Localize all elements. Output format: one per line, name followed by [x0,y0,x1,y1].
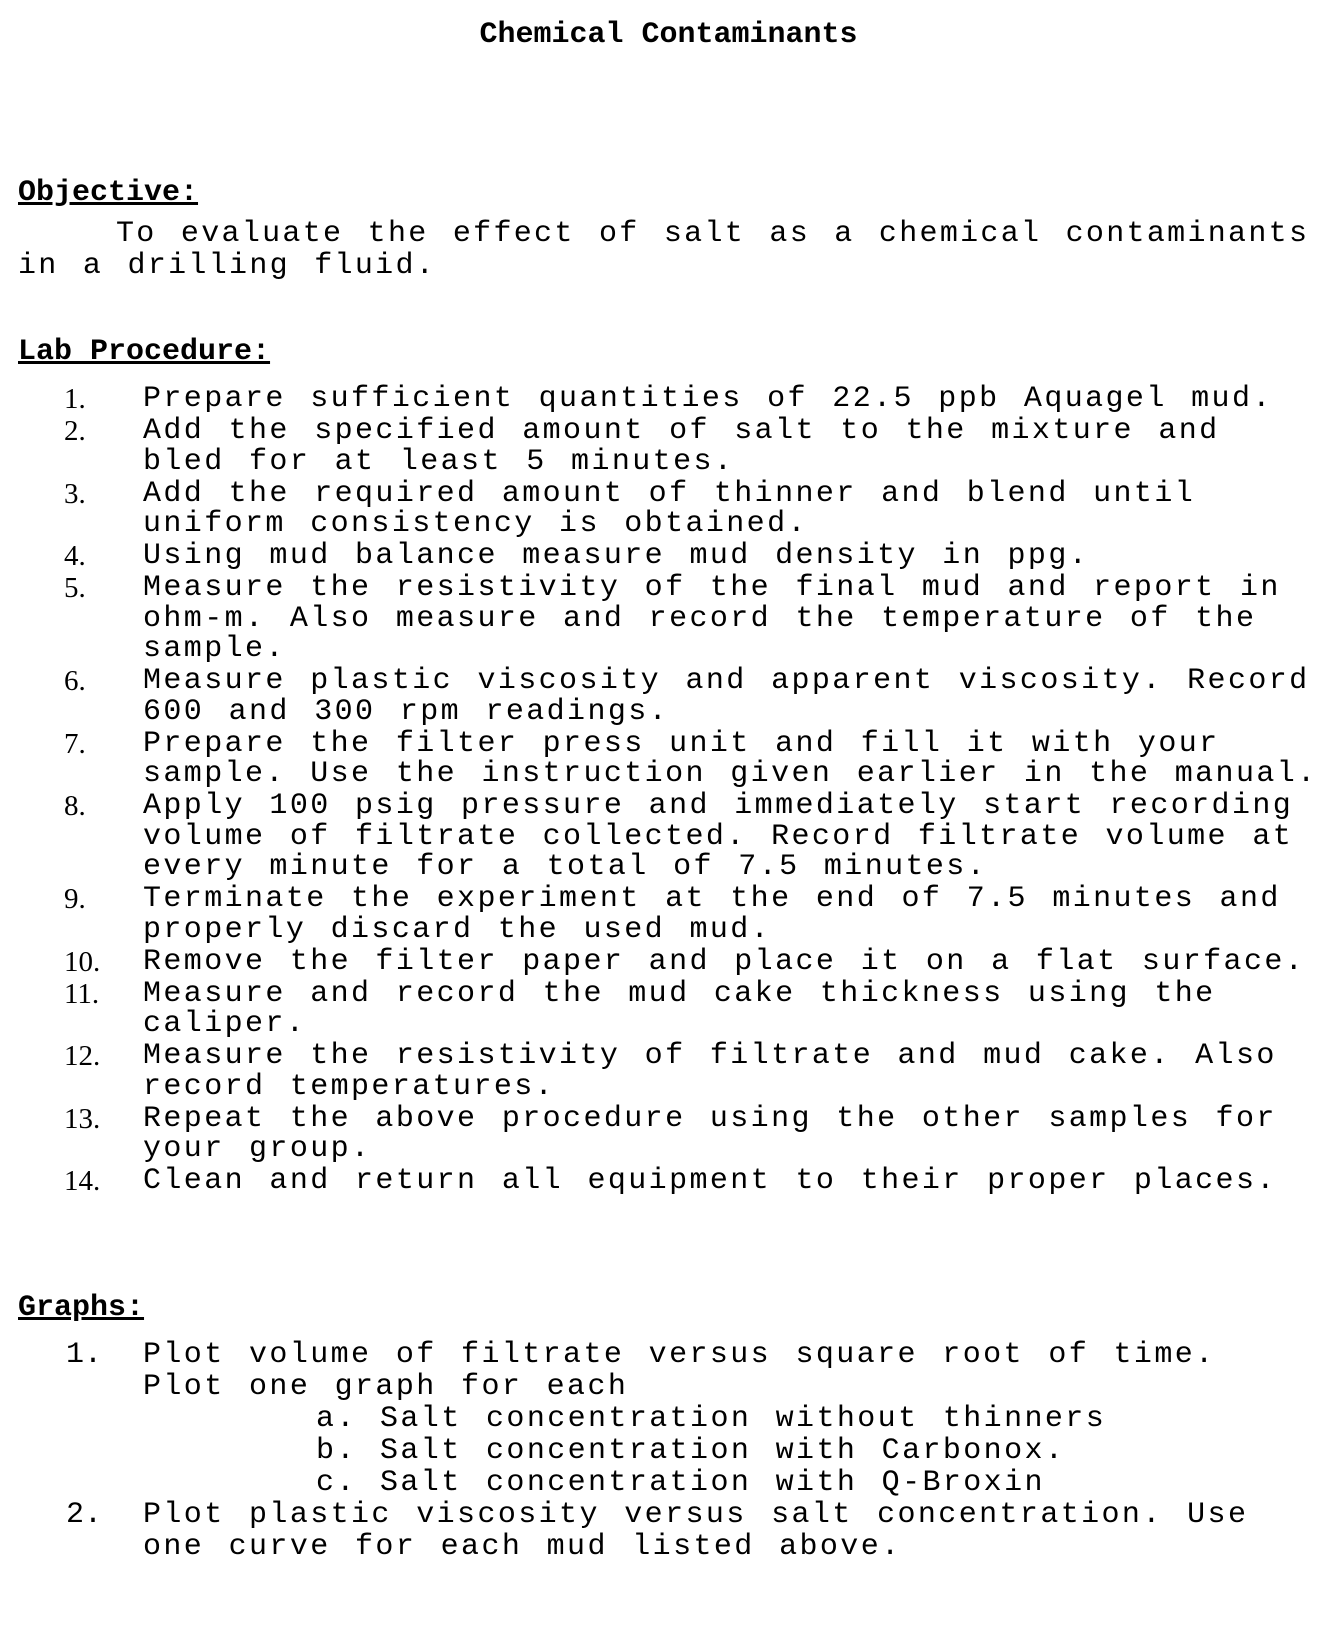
step-text: Measure plastic viscosity and apparent viscosity. Record 600 and 300 rpm readings. [143,664,1310,729]
step-number: 9. [64,883,86,915]
graph-text: Plot volume of filtrate versus square root of time. Plot one graph for each [143,1338,1216,1404]
step-text: Using mud balance measure mud density in ppg. [143,539,1090,573]
procedure-step [0,476,1318,541]
graphs-heading: Graphs: [18,1291,145,1325]
procedure-step [0,541,1318,572]
procedure-heading: Lab Procedure: [18,335,271,369]
step-text: Add the required amount of thinner and blend until uniform consistency is obtained. [143,476,1196,541]
subitem-letter: c. [316,1466,357,1500]
step-text: Prepare the filter press unit and fill it with your sample. Use the instruction given earlier in the manual. [143,726,1318,791]
step-number: 4. [64,540,86,572]
step-text: Apply 100 psig pressure and immediately start recording volume of filtrate collected. Record filtrate volume at every minute for a total of 7.5 minutes. [143,789,1294,884]
graphs-list [0,1339,1337,1563]
subitem-text: Salt concentration without thinners [380,1402,1107,1436]
step-text: Add the specified amount of salt to the mixture and bled for at least 5 minutes. [143,414,1220,479]
graph-number: 1. [66,1338,103,1372]
procedure-step [0,1041,1318,1102]
step-number: 3. [64,477,86,510]
graph-item [0,1499,1318,1563]
procedure-step [0,384,1318,415]
step-number: 7. [64,727,86,760]
graph-subitem [143,1435,1318,1467]
objective-text: To evaluate the effect of salt as a chemical contaminants in a drilling fluid. [18,217,1310,283]
step-text: Measure and record the mud cake thickness using the caliper. [143,976,1216,1041]
step-text: Remove the filter paper and place it on a flat surface. [143,944,1306,979]
procedure-step [0,976,1318,1041]
step-number: 2. [64,415,86,447]
step-number: 10. [64,945,101,978]
step-number: 8. [64,790,86,822]
page-title: Chemical Contaminants [479,18,858,52]
subitem-letter: a. [316,1402,357,1436]
step-number: 6. [64,665,86,697]
procedure-list [0,384,1337,1197]
graph-subitem [143,1403,1318,1435]
objective-heading: Objective: [18,176,199,210]
procedure-step [0,791,1318,883]
procedure-step [0,726,1318,791]
step-text: Measure the resistivity of filtrate and mud cake. Also record temperatures. [143,1039,1277,1104]
graph-sublist [143,1403,1318,1499]
graph-text: Plot plastic viscosity versus salt concentration. Use one curve for each mud listed above. [143,1498,1249,1564]
step-number: 11. [64,977,100,1010]
procedure-step [0,416,1318,477]
step-number: 13. [64,1102,101,1135]
step-number: 14. [64,1165,101,1197]
procedure-step [0,666,1318,727]
step-text: Terminate the experiment at the end of 7.5 minutes and properly discard the used mud. [143,882,1281,947]
subitem-text: Salt concentration with Carbonox. [380,1434,1066,1468]
procedure-step [0,1101,1318,1166]
procedure-step [0,944,1318,979]
graph-subitem [143,1467,1318,1499]
graph-number: 2. [66,1498,103,1532]
procedure-step [0,573,1318,665]
subitem-text: Salt concentration with Q-Broxin [380,1466,1045,1500]
step-number: 5. [64,572,86,604]
step-text: Prepare sufficient quantities of 22.5 ppb Aquagel mud. [143,382,1273,416]
step-text: Clean and return all equipment to their proper places. [143,1164,1277,1198]
step-number: 1. [64,383,86,415]
step-number: 12. [64,1040,101,1072]
subitem-letter: b. [316,1434,357,1468]
step-text: Measure the resistivity of the final mud and report in ohm-m. Also measure and record the temperature of the sample. [143,571,1281,666]
step-text: Repeat the above procedure using the other samples for your group. [143,1101,1277,1166]
procedure-step [0,884,1318,945]
graph-item [0,1339,1318,1499]
procedure-step [0,1166,1318,1197]
